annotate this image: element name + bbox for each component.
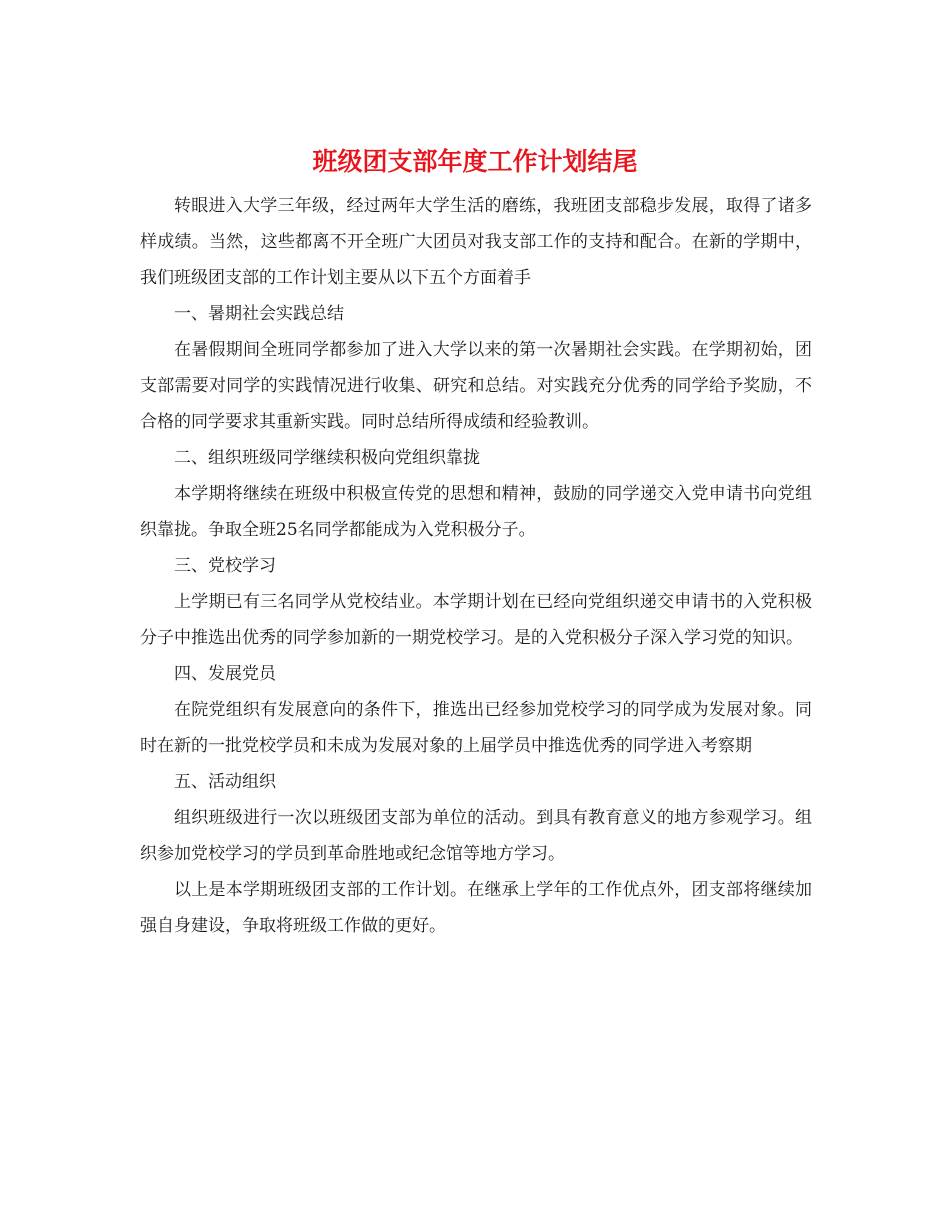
paragraph-1: 在暑假期间全班同学都参加了进入大学以来的第一次暑期社会实践。在学期初始，团支部需要对同学的实践情况进行收集、研究和总结。对实践充分优秀的同学给予奖励，不合格的同学要求其重新实践。同时总结所得成绩和经验教训。 [140,340,812,432]
paragraph-3: 上学期已有三名同学从党校结业。本学期计划在已经向党组织递交申请书的入党积极分子中推选出优秀的同学参加新的一期党校学习。是的入党积极分子深入学习党的知识。 [140,592,812,648]
paragraph-intro: 转眼进入大学三年级，经过两年大学生活的磨练，我班团支部稳步发展，取得了诸多样成绩。当然，这些都离不开全班广大团员对我支部工作的支持和配合。在新的学期中，我们班级团支部的工作计划主要从以下五个方面着手 [140,196,812,288]
paragraph-4: 在院党组织有发展意向的条件下，推选出已经参加党校学习的同学成为发展对象。同时在新的一批党校学员和未成为发展对象的上届学员中推选优秀的同学进入考察期 [140,700,812,756]
section-heading-1: 一、暑期社会实践总结 [174,304,344,324]
paragraph-5: 组织班级进行一次以班级团支部为单位的活动。到具有教育意义的地方参观学习。组织参加党校学习的学员到革命胜地或纪念馆等地方学习。 [140,808,812,864]
document-body [140,188,812,944]
paragraph-conclusion: 以上是本学期班级团支部的工作计划。在继承上学年的工作优点外，团支部将继续加强自身建设，争取将班级工作做的更好。 [140,880,812,936]
section-heading-3: 三、党校学习 [174,556,276,576]
paragraph-2: 本学期将继续在班级中积极宣传党的思想和精神，鼓励的同学递交入党申请书向党组织靠拢。争取全班25名同学都能成为入党积极分子。 [140,484,812,540]
section-heading-2: 二、组织班级同学继续积极向党组织靠拢 [174,448,480,468]
section-heading-4: 四、发展党员 [174,664,276,684]
section-heading-5: 五、活动组织 [174,772,276,792]
document-title: 班级团支部年度工作计划结尾 [312,147,638,176]
